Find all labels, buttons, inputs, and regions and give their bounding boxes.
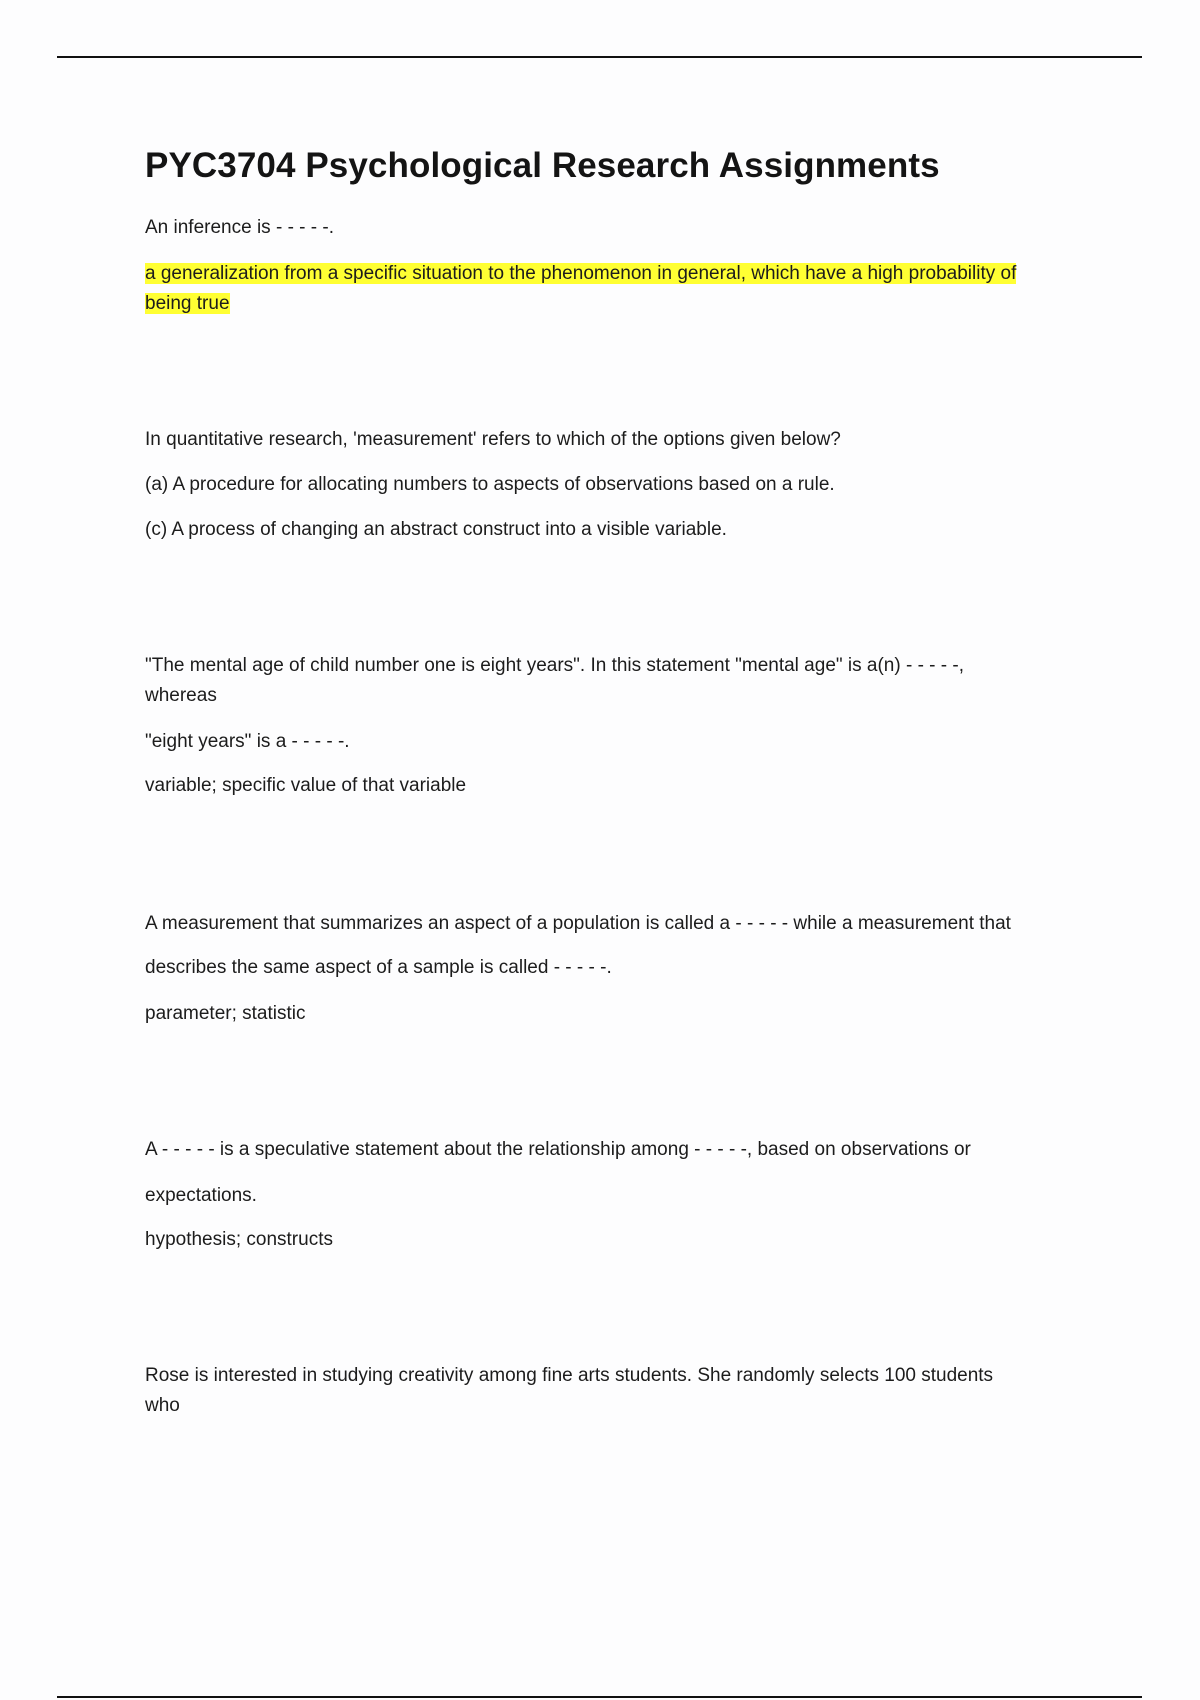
question-hypothesis-line-1: A - - - - - is a speculative statement about the relationship among - - - - -, based on observations or	[145, 1139, 971, 1160]
question-mental-age-line-1: "The mental age of child number one is eight years". In this statement "mental age" is a(n) - - - - -,	[145, 655, 965, 676]
top-rule	[57, 56, 1142, 58]
question-parameter-line-2: describes the same aspect of a sample is called - - - - -.	[145, 957, 612, 978]
question-rose-line-2: who	[145, 1395, 180, 1416]
question-rose-line-1: Rose is interested in studying creativity among fine arts students. She randomly selects 100 students	[145, 1365, 994, 1386]
option-a: (a) A procedure for allocating numbers to aspects of observations based on a rule.	[145, 474, 835, 495]
question-inference: An inference is - - - - -.	[145, 217, 334, 238]
option-c: (c) A process of changing an abstract construct into a visible variable.	[145, 519, 727, 540]
answer-mental-age: variable; specific value of that variable	[145, 775, 467, 796]
question-hypothesis-line-2: expectations.	[145, 1185, 257, 1206]
question-parameter-line-1: A measurement that summarizes an aspect of a population is called a - - - - - while a measurement that	[145, 913, 1011, 934]
highlighted-answer: being true	[145, 293, 230, 314]
answer-hypothesis: hypothesis; constructs	[145, 1229, 333, 1250]
answer-inference-line-2	[145, 289, 230, 319]
question-mental-age-line-2: whereas	[145, 685, 217, 706]
question-measurement: In quantitative research, 'measurement' refers to which of the options given below?	[145, 429, 841, 450]
page-title: PYC3704 Psychological Research Assignments	[145, 146, 940, 185]
question-mental-age-line-3: "eight years" is a - - - - -.	[145, 731, 350, 752]
bottom-rule	[57, 1696, 1142, 1698]
answer-parameter: parameter; statistic	[145, 1003, 306, 1024]
answer-inference-line-1	[145, 259, 1016, 289]
highlighted-answer: a generalization from a specific situation to the phenomenon in general, which have a high probability of	[145, 263, 1017, 284]
